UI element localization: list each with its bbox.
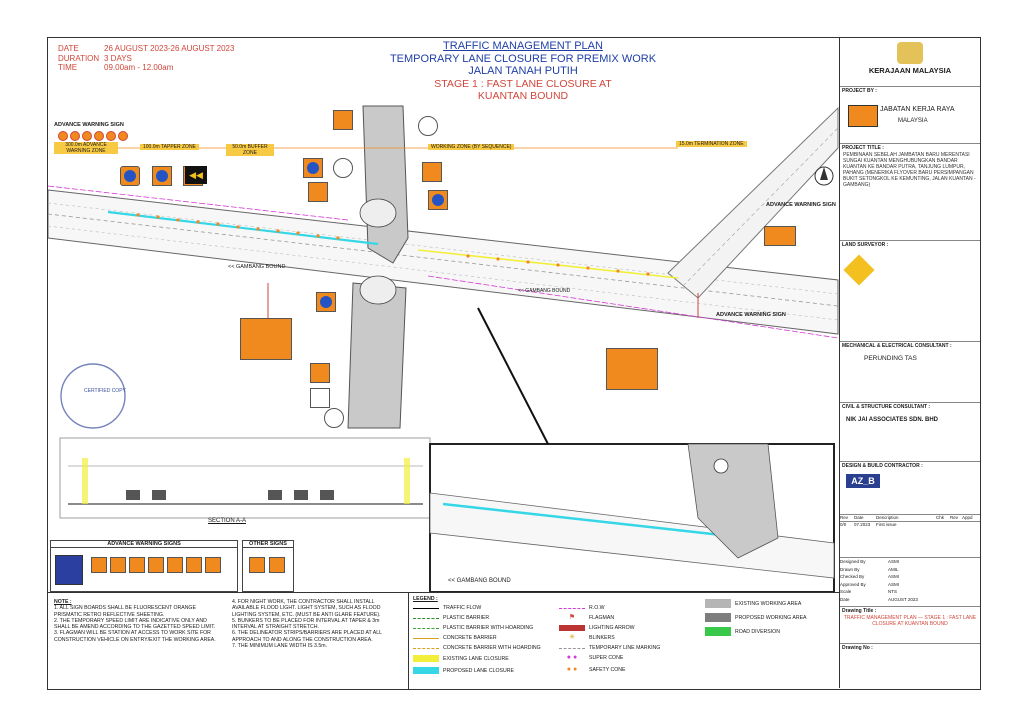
rev-cell: 07.2023 [854,522,871,527]
mech-label: MECHANICAL & ELECTRICAL CONSULTANT : [842,343,952,349]
duration-label: DURATION [58,53,100,63]
title-line-3: JALAN TANAH PUTIH [468,65,578,77]
tb-row-key: Approved By [840,581,866,587]
gambang-bound-label: << GAMBANG BOUND [228,264,286,270]
civil-label: CIVIL & STRUCTURE CONSULTANT : [842,404,931,410]
note-item: 2. THE TEMPORARY SPEED LIMIT ARE INDICATIVE ONLY AND SHALL BE AMEND ACCORDING TO THE GAZETTED SPEED LIMIT. [54,617,216,631]
legend-item: TRAFFIC FLOW [443,605,482,611]
surveyor-label: LAND SURVEYOR : [842,242,889,248]
legend-item: R.O.W [589,605,605,611]
legend-item: SAFETY CONE [589,667,626,673]
legend-item: PROPOSED LANE CLOSURE [443,667,514,674]
gov-name: KERAJAAN MALAYSIA [868,66,952,75]
malaysia-crest-icon [897,42,923,64]
civil-firm: NIK JAI ASSOCIATES SDN. BHD [846,417,939,423]
date-value: 26 AUGUST 2023-26 AUGUST 2023 [104,44,235,53]
flag-icon: ⚑ [568,614,576,621]
safety-cone-icon: ● ● [566,666,578,673]
gov-cell [840,42,980,87]
surveyor-logo-icon [843,254,874,285]
tb-row-key: Checked By [840,574,865,579]
rev-cell: 0/0 [840,522,847,527]
revision-cell [840,515,980,558]
jkr-country: MALAYSIA [898,118,928,124]
legend-item: ROAD DIVERSION [735,628,780,635]
tb-row-value: NTS [888,589,897,594]
drawing-title-cell [840,607,980,644]
rev-header: Date [854,515,864,520]
note-item: 1. ALL SIGN BOARDS SHALL BE FLUORESCENT ORANGE PRISMATIC RETRO REFLECTIVE SHEETING. [54,605,196,618]
legend-item: BLINKERS [589,635,615,641]
contractor-cell [840,462,980,515]
rev-header: Appd [962,515,973,520]
notes-section [48,592,408,690]
legend-section [408,592,840,690]
note-item: 4. FOR NIGHT WORK, THE CONTRACTOR SHALL INSTALL AVAILABLE FLOOD LIGHT. LIGHT SYSTEM, SUCH AS FLOOD LIGHTING SYSTEM, ETC. (MUST BE ANTI GLARE FEATURE). [232,599,381,618]
rev-header: Description [876,515,899,520]
advance-warning-label-right: ADVANCE WARNING SIGN [766,202,836,208]
tb-row-key: Designed By [840,559,866,564]
legend-item: FLAGMAN [589,615,615,621]
project-title-label: PROJECT TITLE : [842,145,884,151]
info-sign-icon [55,555,83,585]
other-signs-title: OTHER SIGNS [243,541,293,548]
advance-signs-box [50,540,238,592]
drawing-no-cell [840,644,980,658]
project-title-cell [840,144,980,241]
title-line-1: TRAFFIC MANAGEMENT PLAN [443,40,603,52]
warning-board-right [764,226,796,246]
buffer-zone-label: 50.0m BUFFER ZONE [226,144,274,156]
rev-header: Rev [840,515,849,520]
rev-header: Chk [936,515,945,520]
tb-row-key: Date [840,596,850,602]
legend-item: PLASTIC BARRIER WITH HOARDING [443,625,534,631]
jkr-name: JABATAN KERJA RAYA [880,106,955,113]
drawing-title-label: Drawing Title : [842,608,877,614]
jkr-logo-icon [848,105,878,127]
note-item: 5. BUNKERS TO BE PLACED FOR INTERVAL AT TAPER & 3m INTERVAL AT STRAIGHT STRETCH. [232,617,380,631]
side-road-north [363,106,408,263]
duration-value: 3 DAYS [104,53,132,63]
title-line-2: TEMPORARY LANE CLOSURE FOR PREMIX WORK [389,52,657,65]
civil-cell [840,403,980,462]
stamp-text: CERTIFIED COPY [84,388,126,394]
lighting-arrow-icon [559,625,585,631]
section-label: SECTION A-A [208,518,247,524]
legend-item: PROPOSED WORKING AREA [735,614,807,621]
time-label: TIME [58,63,78,72]
certification-stamp [61,364,125,428]
tb-row-value: ASMI [888,574,900,579]
drawing-sheet [47,37,981,690]
approval-cell [840,558,980,607]
legend-title: LEGEND : [413,596,438,602]
advance-sign-markers-left [58,131,128,141]
mech-cell [840,342,980,403]
tb-row-value: ASMI [888,559,900,564]
speed-limit-sign-icon-2 [324,408,344,428]
tb-row-key: Drawn By [840,566,860,572]
legend-item: EXISTING LANE CLOSURE [443,655,509,662]
project-by-cell [840,87,980,144]
rev-cell: First issue [876,522,897,527]
notes-title: NOTE : [54,599,72,605]
direction-sign-board-2 [606,348,658,390]
title-line-4: STAGE 1 : FAST LANE CLOSURE AT [434,77,612,90]
date-label: DATE [58,44,79,53]
direction-sign-board [240,318,292,360]
drawing-no-label: Drawing No : [842,645,873,651]
keep-right-sign-icon [303,158,323,178]
legend-item: PLASTIC BARRIER [443,615,490,621]
roadwork-sign-icon-2 [422,162,442,182]
rev-header: Rev [950,515,959,520]
traffic-flow-icon [413,608,439,609]
legend-item: LIGHTING ARROW [589,625,635,631]
project-title: PEMBINAAN SEBELAH JAMBATAN BARU MERENTASI SUNGAI KUANTAN MENGHUBUNGKAN BANDAR KUANTAN KE BANDAR PUTRA, TANJUNG LUMPUR, PAHANG (MENERIKA FLYOVER BARU PERSIMPANGAN BUKIT SETONGKOL KE KEMUNTING, JALAN KUANTAN - GAMBANG) [843,152,976,188]
surveyor-cell [840,241,980,342]
project-by-label: PROJECT BY : [842,88,877,94]
advance-warning-label-left: ADVANCE WARNING SIGN [54,122,124,128]
termination-zone-label: 15.0m TERMINATION ZONE [676,141,747,147]
tb-row-value: ASMI [888,581,900,587]
speed-limit-40-sign-icon [333,158,353,178]
side-road-south [348,283,406,428]
title-line-5: KUANTAN BOUND [477,90,569,102]
working-zone-label: WORKING ZONE (BY SEQUENCE) [428,144,514,150]
keep-left-sign-icon [120,166,140,186]
super-cone-icon: ● ● [566,654,578,661]
time-value: 09.00am - 12.00am [104,63,174,72]
contractor-logo: AZ_B [846,474,880,488]
tb-row-key: Scale [840,589,852,594]
gambang-bound-label-2: << GAMBANG BOUND [518,288,571,294]
keep-left-sign-icon-2 [152,166,172,186]
keep-left-sign-icon-4 [316,292,336,312]
other-signs-box [242,540,294,592]
legend-item: CONCRETE BARRIER [443,635,497,641]
arrow-board-icon: ◀◀ [185,166,207,184]
legend-item: TEMPORARY LINE MARKING [589,645,661,651]
advance-warning-label-bottom: ADVANCE WARNING SIGN [716,312,786,318]
roadwork-sign-icon-4 [310,363,330,383]
advance-signs-title: ADVANCE WARNING SIGNS [51,541,237,548]
tb-row-value: AUGUST 2023 [888,596,918,602]
legend-item: EXISTING WORKING AREA [735,600,802,607]
note-item: 7. THE MINIMUM LANE WIDTH IS 3.5m. [232,643,328,650]
inset-gambang-label: << GAMBANG BOUND [448,578,511,584]
roadwork-sign-icon [333,110,353,130]
note-item: 6. THE DELINEATOR STRIPS/BARRIERS ARE PLACED AT ALL APPROACH TO AND ALONG THE CONSTRUCTION AREA. [232,630,382,643]
detour-board-icon [310,388,330,408]
section-a-a [60,438,430,518]
design-label: DESIGN & BUILD CONTRACTOR : [842,463,923,469]
keep-right-sign-icon-2 [428,190,448,210]
roadwork-sign-icon-3 [308,182,328,202]
note-item: 3. FLAGMAN WILL BE STATION AT ACCESS TO WORK SITE FOR CONSTRUCTION VEHICLE ON ENTRY/EXIT THE WORKING AREA. [54,630,216,643]
drawing-title: TRAFFIC MANAGEMENT PLAN — STAGE 1 : FAST LANE CLOSURE AT KUANTAN BOUND [843,615,977,627]
speed-limit-sign-icon [418,116,438,136]
taper-zone-label: 100.0m TAPPER ZONE [140,144,199,150]
blinker-icon: ✳ [569,634,575,641]
tb-row-value: AMIL [888,566,899,572]
title-block [839,38,980,688]
advance-zone-label: 300.0m ADVANCE WARNING ZONE [54,142,118,154]
mech-firm: PERUNDING TAS [864,355,917,362]
legend-item: CONCRETE BARRIER WITH HOARDING [443,645,541,651]
legend-item: SUPER CONE [589,655,624,661]
